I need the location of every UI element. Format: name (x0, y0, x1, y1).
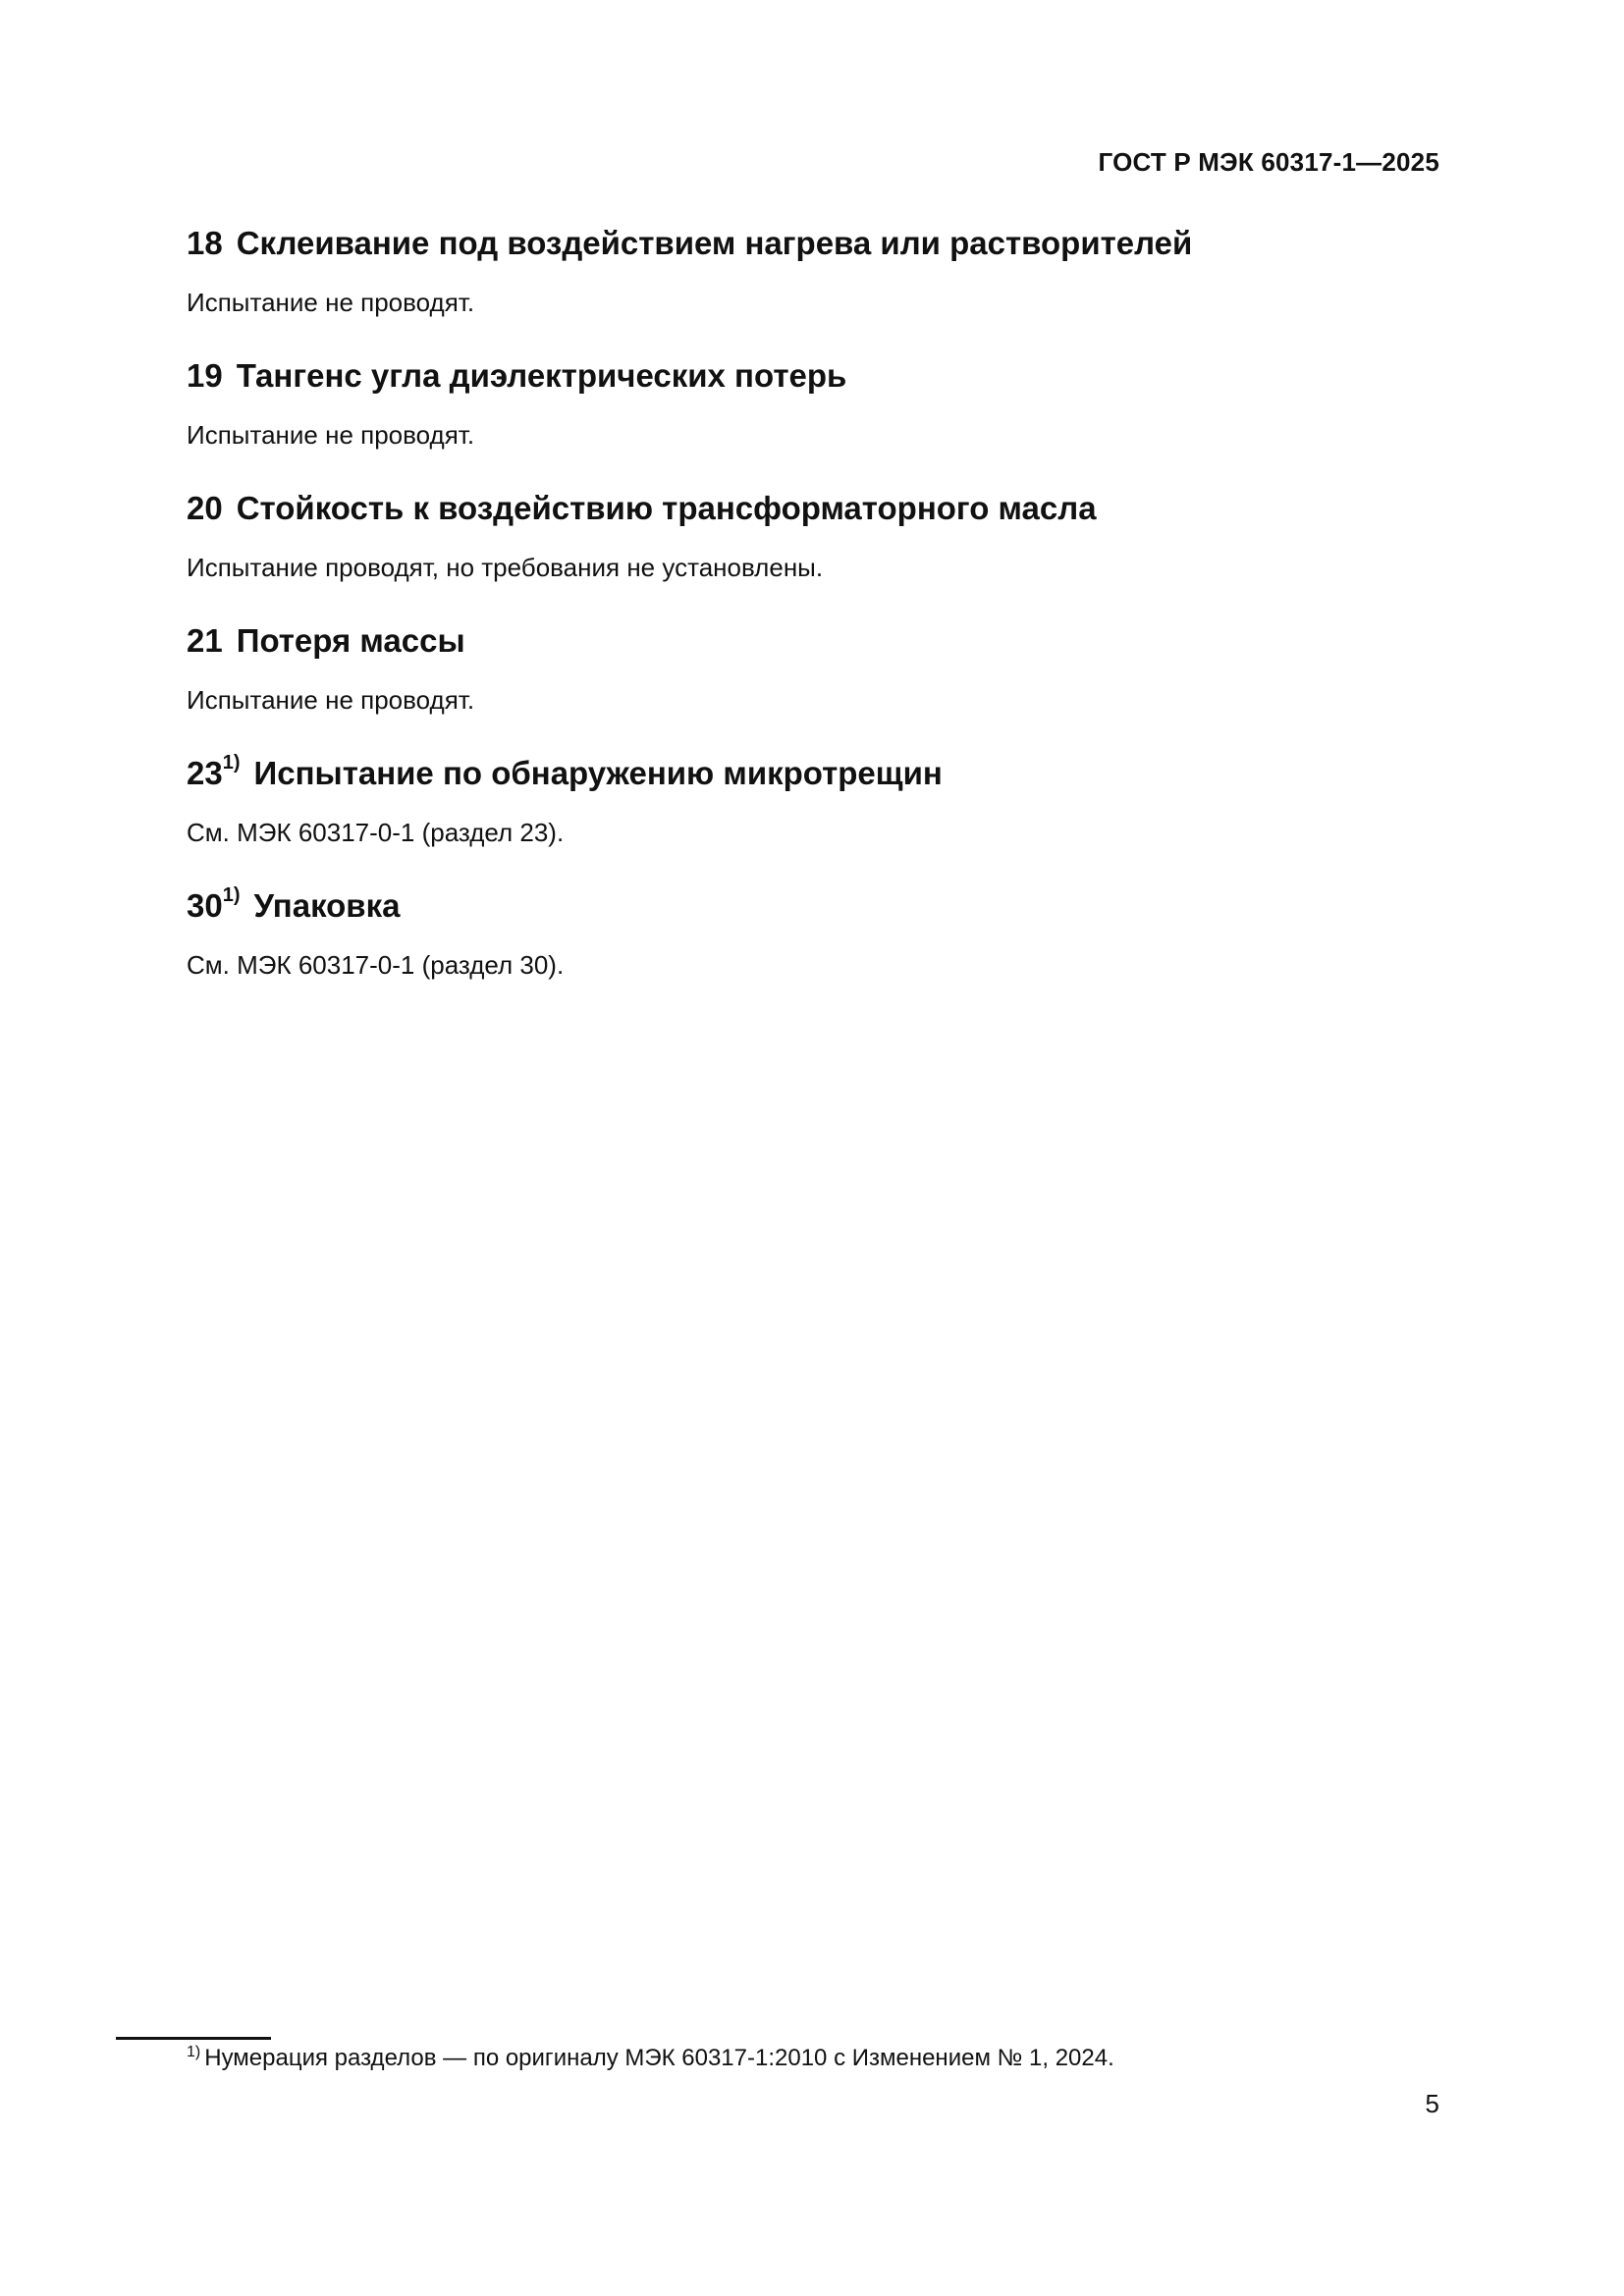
footnote-divider (116, 2037, 271, 2040)
section-30 (187, 886, 1443, 981)
section-body: Испытание не проводят. (187, 685, 475, 715)
page-number: 5 (1425, 2089, 1439, 2118)
section-20 (187, 489, 1443, 583)
section-heading (187, 224, 1443, 263)
footnote (187, 2044, 1114, 2073)
document-body (187, 224, 1443, 981)
section-heading (187, 621, 1443, 661)
footnote-text: Нумерация разделов — по оригиналу МЭК 60317-1:2010 с Изменением № 1, 2024. (204, 2045, 1114, 2071)
section-body: См. МЭК 60317-0-1 (раздел 30). (187, 950, 565, 980)
section-number: 18 (187, 225, 223, 261)
section-19 (187, 356, 1443, 451)
section-21 (187, 621, 1443, 716)
footnote-ref[interactable]: 1) (222, 884, 241, 906)
section-heading (187, 886, 1443, 926)
section-body: Испытание проводят, но требования не установлены. (187, 553, 824, 582)
section-body: Испытание не проводят. (187, 420, 475, 450)
section-heading (187, 356, 1443, 396)
section-number: 23$^{1)}$ (187, 752, 241, 791)
section-title: Тангенс угла диэлектрических потерь (236, 357, 847, 394)
section-body: Испытание не проводят. (187, 288, 475, 317)
section-18 (187, 224, 1443, 318)
section-title: Склеивание под воздействием нагрева или растворителей (236, 225, 1193, 261)
section-number: 30$^{1)}$ (187, 884, 241, 924)
footnote-marker: 1) (187, 2044, 201, 2060)
section-title: Испытание по обнаружению микротрещин (253, 755, 943, 791)
document-code: ГОСТ Р МЭК 60317-1—2025 (1098, 147, 1439, 177)
section-number: 21 (187, 622, 223, 659)
section-heading (187, 754, 1443, 793)
section-title: Стойкость к воздействию трансформаторного масла (236, 490, 1097, 526)
section-title: Упаковка (253, 887, 401, 924)
section-body: См. МЭК 60317-0-1 (раздел 23). (187, 818, 565, 847)
footnote-ref[interactable]: 1) (222, 752, 241, 774)
section-title: Потеря массы (236, 622, 465, 659)
section-number: 20 (187, 490, 223, 526)
section-number: 19 (187, 357, 223, 394)
section-23 (187, 754, 1443, 848)
section-heading (187, 489, 1443, 528)
